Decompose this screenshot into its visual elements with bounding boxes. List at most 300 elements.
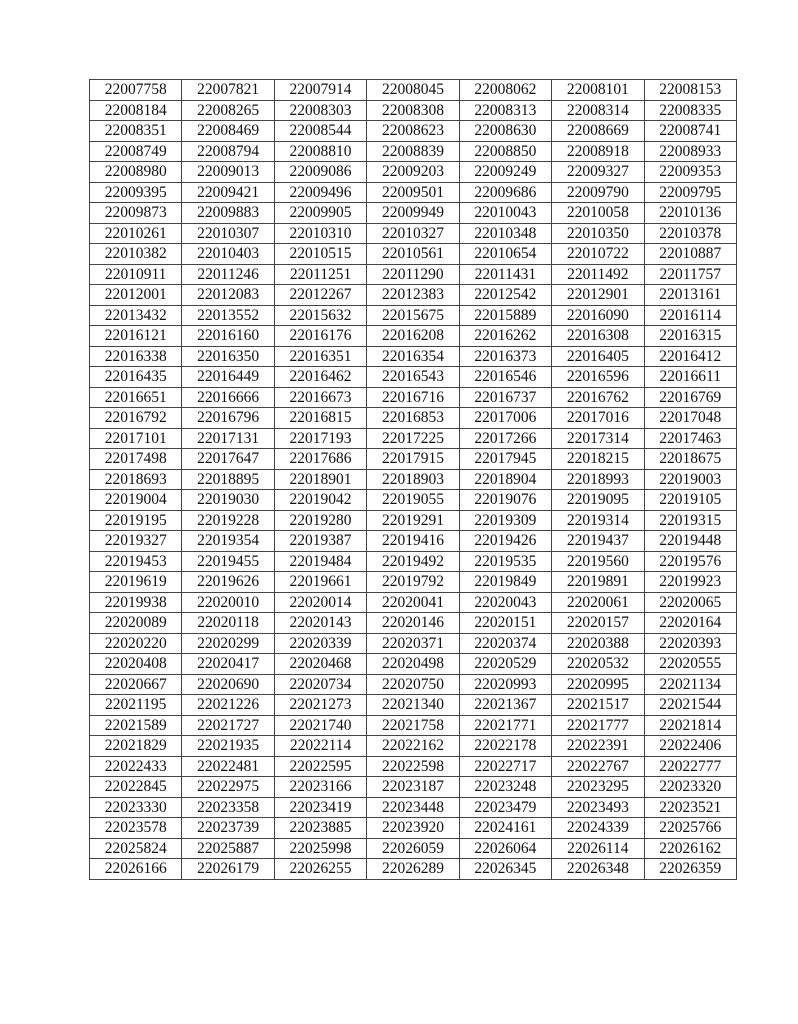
table-cell: 22010378 bbox=[644, 223, 736, 244]
table-cell: 22021589 bbox=[90, 715, 182, 736]
table-row bbox=[90, 121, 737, 142]
table-cell: 22009905 bbox=[274, 203, 366, 224]
table-row bbox=[90, 654, 737, 675]
table-cell: 22007914 bbox=[274, 80, 366, 101]
table-cell: 22019792 bbox=[367, 572, 459, 593]
table-cell: 22012901 bbox=[552, 285, 644, 306]
table-cell: 22021829 bbox=[90, 736, 182, 757]
table-row bbox=[90, 613, 737, 634]
table-cell: 22010327 bbox=[367, 223, 459, 244]
table-cell: 22021935 bbox=[182, 736, 274, 757]
table-cell: 22008265 bbox=[182, 100, 274, 121]
table-cell: 22009086 bbox=[274, 162, 366, 183]
table-cell: 22019448 bbox=[644, 531, 736, 552]
table-cell: 22008839 bbox=[367, 141, 459, 162]
table-cell: 22020371 bbox=[367, 633, 459, 654]
table-cell: 22017048 bbox=[644, 408, 736, 429]
table-cell: 22020151 bbox=[459, 613, 551, 634]
table-cell: 22025824 bbox=[90, 838, 182, 859]
table-cell: 22016651 bbox=[90, 387, 182, 408]
table-cell: 22016716 bbox=[367, 387, 459, 408]
table-cell: 22019849 bbox=[459, 572, 551, 593]
table-cell: 22019314 bbox=[552, 510, 644, 531]
table-cell: 22020388 bbox=[552, 633, 644, 654]
table-cell: 22021758 bbox=[367, 715, 459, 736]
table-cell: 22019076 bbox=[459, 490, 551, 511]
table-cell: 22015889 bbox=[459, 305, 551, 326]
table-cell: 22008314 bbox=[552, 100, 644, 121]
table-cell: 22011757 bbox=[644, 264, 736, 285]
table-cell: 22009686 bbox=[459, 182, 551, 203]
table-cell: 22020393 bbox=[644, 633, 736, 654]
table-cell: 22018993 bbox=[552, 469, 644, 490]
table-cell: 22013552 bbox=[182, 305, 274, 326]
table-cell: 22022162 bbox=[367, 736, 459, 757]
table-cell: 22009883 bbox=[182, 203, 274, 224]
table-cell: 22017225 bbox=[367, 428, 459, 449]
table-cell: 22022433 bbox=[90, 756, 182, 777]
table-cell: 22020667 bbox=[90, 674, 182, 695]
table-cell: 22023448 bbox=[367, 797, 459, 818]
table-cell: 22019195 bbox=[90, 510, 182, 531]
table-cell: 22013432 bbox=[90, 305, 182, 326]
table-cell: 22010058 bbox=[552, 203, 644, 224]
table-cell: 22011251 bbox=[274, 264, 366, 285]
table-row bbox=[90, 162, 737, 183]
table-row bbox=[90, 859, 737, 880]
table-cell: 22016449 bbox=[182, 367, 274, 388]
table-cell: 22020043 bbox=[459, 592, 551, 613]
table-cell: 22012542 bbox=[459, 285, 551, 306]
table-cell: 22008850 bbox=[459, 141, 551, 162]
table-cell: 22016546 bbox=[459, 367, 551, 388]
table-cell: 22016815 bbox=[274, 408, 366, 429]
table-row bbox=[90, 203, 737, 224]
table-cell: 22020750 bbox=[367, 674, 459, 695]
table-cell: 22026064 bbox=[459, 838, 551, 859]
table-cell: 22026359 bbox=[644, 859, 736, 880]
table-cell: 22020734 bbox=[274, 674, 366, 695]
table-cell: 22008933 bbox=[644, 141, 736, 162]
table-cell: 22008335 bbox=[644, 100, 736, 121]
table-cell: 22009353 bbox=[644, 162, 736, 183]
table-cell: 22016208 bbox=[367, 326, 459, 347]
table-row bbox=[90, 531, 737, 552]
table-cell: 22023248 bbox=[459, 777, 551, 798]
table-cell: 22015632 bbox=[274, 305, 366, 326]
table-cell: 22023521 bbox=[644, 797, 736, 818]
table-cell: 22016354 bbox=[367, 346, 459, 367]
table-cell: 22021777 bbox=[552, 715, 644, 736]
table-cell: 22017193 bbox=[274, 428, 366, 449]
table-cell: 22009395 bbox=[90, 182, 182, 203]
table-cell: 22020061 bbox=[552, 592, 644, 613]
table-cell: 22026255 bbox=[274, 859, 366, 880]
table-cell: 22010722 bbox=[552, 244, 644, 265]
table-cell: 22022975 bbox=[182, 777, 274, 798]
table-cell: 22020529 bbox=[459, 654, 551, 675]
table-cell: 22010911 bbox=[90, 264, 182, 285]
table-cell: 22008045 bbox=[367, 80, 459, 101]
table-cell: 22021195 bbox=[90, 695, 182, 716]
table-row bbox=[90, 305, 737, 326]
table-cell: 22020010 bbox=[182, 592, 274, 613]
table-cell: 22008062 bbox=[459, 80, 551, 101]
table-cell: 22017314 bbox=[552, 428, 644, 449]
table-cell: 22024339 bbox=[552, 818, 644, 839]
table-cell: 22017945 bbox=[459, 449, 551, 470]
table-cell: 22008308 bbox=[367, 100, 459, 121]
table-cell: 22008351 bbox=[90, 121, 182, 142]
table-cell: 22026345 bbox=[459, 859, 551, 880]
table-cell: 22020143 bbox=[274, 613, 366, 634]
table-cell: 22009949 bbox=[367, 203, 459, 224]
table-cell: 22008669 bbox=[552, 121, 644, 142]
table-cell: 22019042 bbox=[274, 490, 366, 511]
table-cell: 22012267 bbox=[274, 285, 366, 306]
table-cell: 22021544 bbox=[644, 695, 736, 716]
table-cell: 22009421 bbox=[182, 182, 274, 203]
table-cell: 22019327 bbox=[90, 531, 182, 552]
table-cell: 22020041 bbox=[367, 592, 459, 613]
table-cell: 22022481 bbox=[182, 756, 274, 777]
table-cell: 22019105 bbox=[644, 490, 736, 511]
table-cell: 22021740 bbox=[274, 715, 366, 736]
table-cell: 22022391 bbox=[552, 736, 644, 757]
table-cell: 22018215 bbox=[552, 449, 644, 470]
table-row bbox=[90, 490, 737, 511]
table-cell: 22018895 bbox=[182, 469, 274, 490]
table-cell: 22021727 bbox=[182, 715, 274, 736]
table-cell: 22019923 bbox=[644, 572, 736, 593]
table-cell: 22010136 bbox=[644, 203, 736, 224]
table-row bbox=[90, 80, 737, 101]
table-cell: 22009496 bbox=[274, 182, 366, 203]
table-cell: 22019576 bbox=[644, 551, 736, 572]
table-row bbox=[90, 551, 737, 572]
table-cell: 22019030 bbox=[182, 490, 274, 511]
table-cell: 22009203 bbox=[367, 162, 459, 183]
table-cell: 22017016 bbox=[552, 408, 644, 429]
table-cell: 22012383 bbox=[367, 285, 459, 306]
table-cell: 22007821 bbox=[182, 80, 274, 101]
table-row bbox=[90, 469, 737, 490]
table-cell: 22009327 bbox=[552, 162, 644, 183]
table-cell: 22010515 bbox=[274, 244, 366, 265]
table-cell: 22018904 bbox=[459, 469, 551, 490]
table-cell: 22008980 bbox=[90, 162, 182, 183]
table-cell: 22026289 bbox=[367, 859, 459, 880]
table-cell: 22016435 bbox=[90, 367, 182, 388]
table-cell: 22008810 bbox=[274, 141, 366, 162]
table-cell: 22016462 bbox=[274, 367, 366, 388]
table-row bbox=[90, 223, 737, 244]
table-cell: 22020157 bbox=[552, 613, 644, 634]
table-cell: 22024161 bbox=[459, 818, 551, 839]
table-cell: 22019661 bbox=[274, 572, 366, 593]
table-cell: 22009013 bbox=[182, 162, 274, 183]
table-cell: 22010382 bbox=[90, 244, 182, 265]
table-cell: 22010561 bbox=[367, 244, 459, 265]
table-cell: 22019280 bbox=[274, 510, 366, 531]
table-row bbox=[90, 449, 737, 470]
table-cell: 22011246 bbox=[182, 264, 274, 285]
table-cell: 22017686 bbox=[274, 449, 366, 470]
table-cell: 22023479 bbox=[459, 797, 551, 818]
table-cell: 22009873 bbox=[90, 203, 182, 224]
table-cell: 22019004 bbox=[90, 490, 182, 511]
table-cell: 22021771 bbox=[459, 715, 551, 736]
table-cell: 22025766 bbox=[644, 818, 736, 839]
table-cell: 22008303 bbox=[274, 100, 366, 121]
table-cell: 22010043 bbox=[459, 203, 551, 224]
table-cell: 22022595 bbox=[274, 756, 366, 777]
table-cell: 22021517 bbox=[552, 695, 644, 716]
table-row bbox=[90, 715, 737, 736]
table-cell: 22016114 bbox=[644, 305, 736, 326]
table-cell: 22023578 bbox=[90, 818, 182, 839]
table-cell: 22011492 bbox=[552, 264, 644, 285]
table-cell: 22020498 bbox=[367, 654, 459, 675]
table-cell: 22019535 bbox=[459, 551, 551, 572]
table-cell: 22019437 bbox=[552, 531, 644, 552]
table-cell: 22012083 bbox=[182, 285, 274, 306]
table-cell: 22007758 bbox=[90, 80, 182, 101]
table-cell: 22016121 bbox=[90, 326, 182, 347]
table-cell: 22017498 bbox=[90, 449, 182, 470]
roll-number-table bbox=[89, 79, 737, 880]
table-cell: 22019455 bbox=[182, 551, 274, 572]
table-cell: 22021814 bbox=[644, 715, 736, 736]
table-cell: 22008794 bbox=[182, 141, 274, 162]
table-row bbox=[90, 100, 737, 121]
table-cell: 22026348 bbox=[552, 859, 644, 880]
table-row bbox=[90, 592, 737, 613]
table-row bbox=[90, 633, 737, 654]
table-cell: 22020690 bbox=[182, 674, 274, 695]
table-cell: 22010348 bbox=[459, 223, 551, 244]
table-cell: 22019228 bbox=[182, 510, 274, 531]
table-cell: 22020374 bbox=[459, 633, 551, 654]
table-cell: 22023295 bbox=[552, 777, 644, 798]
table-cell: 22013161 bbox=[644, 285, 736, 306]
table-cell: 22022178 bbox=[459, 736, 551, 757]
table-cell: 22016350 bbox=[182, 346, 274, 367]
table-cell: 22008741 bbox=[644, 121, 736, 142]
table-cell: 22016160 bbox=[182, 326, 274, 347]
table-cell: 22026162 bbox=[644, 838, 736, 859]
table-cell: 22009790 bbox=[552, 182, 644, 203]
table-row bbox=[90, 326, 737, 347]
table-cell: 22023358 bbox=[182, 797, 274, 818]
table-cell: 22016090 bbox=[552, 305, 644, 326]
table-cell: 22022717 bbox=[459, 756, 551, 777]
table-cell: 22019095 bbox=[552, 490, 644, 511]
table-cell: 22023330 bbox=[90, 797, 182, 818]
table-row bbox=[90, 777, 737, 798]
table-cell: 22016596 bbox=[552, 367, 644, 388]
table-cell: 22019426 bbox=[459, 531, 551, 552]
table-cell: 22017463 bbox=[644, 428, 736, 449]
table-cell: 22020014 bbox=[274, 592, 366, 613]
table-cell: 22016666 bbox=[182, 387, 274, 408]
table-row bbox=[90, 408, 737, 429]
table-cell: 22023166 bbox=[274, 777, 366, 798]
table-cell: 22011431 bbox=[459, 264, 551, 285]
table-cell: 22009249 bbox=[459, 162, 551, 183]
table-cell: 22016412 bbox=[644, 346, 736, 367]
table-row bbox=[90, 285, 737, 306]
table-cell: 22026059 bbox=[367, 838, 459, 859]
table-cell: 22020555 bbox=[644, 654, 736, 675]
table-cell: 22023187 bbox=[367, 777, 459, 798]
table-cell: 22019003 bbox=[644, 469, 736, 490]
table-cell: 22016673 bbox=[274, 387, 366, 408]
table-cell: 22019315 bbox=[644, 510, 736, 531]
table-cell: 22019626 bbox=[182, 572, 274, 593]
table-cell: 22011290 bbox=[367, 264, 459, 285]
table-cell: 22026179 bbox=[182, 859, 274, 880]
table-cell: 22010310 bbox=[274, 223, 366, 244]
table-cell: 22025887 bbox=[182, 838, 274, 859]
table-cell: 22020468 bbox=[274, 654, 366, 675]
table-cell: 22023419 bbox=[274, 797, 366, 818]
table-cell: 22016611 bbox=[644, 367, 736, 388]
table-cell: 22018901 bbox=[274, 469, 366, 490]
table-cell: 22023739 bbox=[182, 818, 274, 839]
table-cell: 22017647 bbox=[182, 449, 274, 470]
table-cell: 22016543 bbox=[367, 367, 459, 388]
table-cell: 22020299 bbox=[182, 633, 274, 654]
table-cell: 22021340 bbox=[367, 695, 459, 716]
table-cell: 22022777 bbox=[644, 756, 736, 777]
table-cell: 22020408 bbox=[90, 654, 182, 675]
table-row bbox=[90, 674, 737, 695]
table-cell: 22021273 bbox=[274, 695, 366, 716]
table-cell: 22017006 bbox=[459, 408, 551, 429]
table-cell: 22016796 bbox=[182, 408, 274, 429]
table-cell: 22008623 bbox=[367, 121, 459, 142]
table-row bbox=[90, 818, 737, 839]
table-row bbox=[90, 756, 737, 777]
table-cell: 22022767 bbox=[552, 756, 644, 777]
table-cell: 22022114 bbox=[274, 736, 366, 757]
table-row bbox=[90, 264, 737, 285]
table-cell: 22019416 bbox=[367, 531, 459, 552]
table-cell: 22008918 bbox=[552, 141, 644, 162]
table-cell: 22023885 bbox=[274, 818, 366, 839]
table-cell: 22016737 bbox=[459, 387, 551, 408]
table-cell: 22020417 bbox=[182, 654, 274, 675]
table-cell: 22022598 bbox=[367, 756, 459, 777]
table-cell: 22021134 bbox=[644, 674, 736, 695]
table-cell: 22008469 bbox=[182, 121, 274, 142]
table-row bbox=[90, 346, 737, 367]
table-cell: 22016405 bbox=[552, 346, 644, 367]
table-cell: 22020065 bbox=[644, 592, 736, 613]
table-cell: 22023920 bbox=[367, 818, 459, 839]
table-cell: 22008313 bbox=[459, 100, 551, 121]
table-cell: 22016262 bbox=[459, 326, 551, 347]
table-cell: 22008101 bbox=[552, 80, 644, 101]
table-cell: 22025998 bbox=[274, 838, 366, 859]
table-cell: 22016853 bbox=[367, 408, 459, 429]
table-row bbox=[90, 367, 737, 388]
table-cell: 22022845 bbox=[90, 777, 182, 798]
table-cell: 22009795 bbox=[644, 182, 736, 203]
table-cell: 22019560 bbox=[552, 551, 644, 572]
table-cell: 22010350 bbox=[552, 223, 644, 244]
table-cell: 22018693 bbox=[90, 469, 182, 490]
table-cell: 22019453 bbox=[90, 551, 182, 572]
table-cell: 22019619 bbox=[90, 572, 182, 593]
table-row bbox=[90, 797, 737, 818]
table-cell: 22020995 bbox=[552, 674, 644, 695]
table-cell: 22008544 bbox=[274, 121, 366, 142]
table-row bbox=[90, 510, 737, 531]
table-cell: 22016351 bbox=[274, 346, 366, 367]
table-cell: 22008630 bbox=[459, 121, 551, 142]
table-row bbox=[90, 182, 737, 203]
table-cell: 22019055 bbox=[367, 490, 459, 511]
table-cell: 22020339 bbox=[274, 633, 366, 654]
table-cell: 22020532 bbox=[552, 654, 644, 675]
table-cell: 22017131 bbox=[182, 428, 274, 449]
table-cell: 22016315 bbox=[644, 326, 736, 347]
table-cell: 22019891 bbox=[552, 572, 644, 593]
table-cell: 22019354 bbox=[182, 531, 274, 552]
table-cell: 22008153 bbox=[644, 80, 736, 101]
table-cell: 22018903 bbox=[367, 469, 459, 490]
table-cell: 22010403 bbox=[182, 244, 274, 265]
table-cell: 22008749 bbox=[90, 141, 182, 162]
table-row bbox=[90, 244, 737, 265]
table-cell: 22016762 bbox=[552, 387, 644, 408]
table-cell: 22012001 bbox=[90, 285, 182, 306]
table-row bbox=[90, 695, 737, 716]
table-cell: 22016308 bbox=[552, 326, 644, 347]
table-cell: 22020146 bbox=[367, 613, 459, 634]
table-cell: 22009501 bbox=[367, 182, 459, 203]
table-cell: 22016769 bbox=[644, 387, 736, 408]
table-cell: 22023320 bbox=[644, 777, 736, 798]
table-row bbox=[90, 736, 737, 757]
table-cell: 22019484 bbox=[274, 551, 366, 572]
table-cell: 22010654 bbox=[459, 244, 551, 265]
table-row bbox=[90, 387, 737, 408]
table-body bbox=[90, 80, 737, 880]
table-cell: 22026166 bbox=[90, 859, 182, 880]
table-cell: 22018675 bbox=[644, 449, 736, 470]
table-cell: 22017266 bbox=[459, 428, 551, 449]
table-cell: 22010261 bbox=[90, 223, 182, 244]
table-row bbox=[90, 141, 737, 162]
table-row bbox=[90, 428, 737, 449]
table-cell: 22016176 bbox=[274, 326, 366, 347]
table-cell: 22019938 bbox=[90, 592, 182, 613]
table-row bbox=[90, 838, 737, 859]
table-cell: 22019492 bbox=[367, 551, 459, 572]
table-cell: 22021367 bbox=[459, 695, 551, 716]
table-cell: 22016338 bbox=[90, 346, 182, 367]
table-cell: 22019309 bbox=[459, 510, 551, 531]
table-cell: 22020993 bbox=[459, 674, 551, 695]
table-cell: 22015675 bbox=[367, 305, 459, 326]
table-cell: 22020089 bbox=[90, 613, 182, 634]
document-page bbox=[89, 79, 737, 880]
table-cell: 22010307 bbox=[182, 223, 274, 244]
table-cell: 22017101 bbox=[90, 428, 182, 449]
